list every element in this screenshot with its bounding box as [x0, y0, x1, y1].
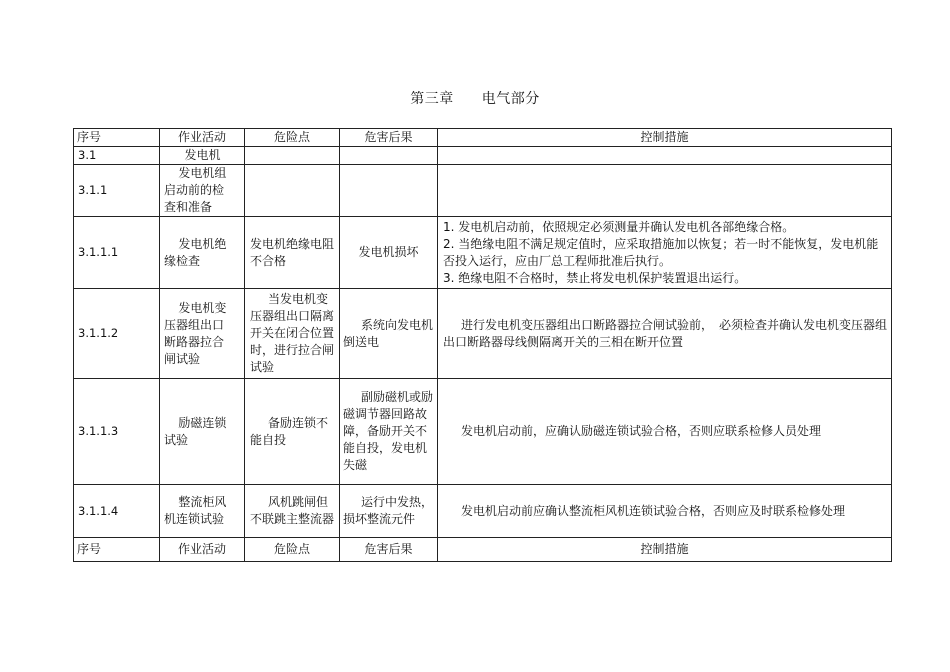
row-activity: 励磁连锁试验: [160, 379, 245, 485]
row-hazard: 当发电机变压器组出口隔离开关在闭合位置时，进行拉合闸试验: [245, 289, 340, 379]
row-measures: [438, 217, 892, 289]
row-hazard: [245, 165, 340, 217]
measure-line: 3. 绝缘电阻不合格时，禁止将发电机保护装置退出运行。: [443, 270, 747, 285]
row-hazard: 备励连锁不能自投: [245, 379, 340, 485]
header-num: 序号: [74, 129, 160, 147]
row-activity: 发电机组启动前的检查和准备: [160, 165, 245, 217]
row-consequence: [340, 165, 438, 217]
row-num: 3.1.1.4: [74, 485, 160, 538]
row-activity: 发电机: [160, 147, 245, 165]
table-row: [74, 485, 892, 538]
row-consequence: 系统向发电机倒送电: [340, 289, 438, 379]
row-consequence: 运行中发热，损坏整流元件: [340, 485, 438, 538]
header-consequence: 危害后果: [340, 129, 438, 147]
header-measures: 控制措施: [438, 129, 892, 147]
row-consequence: 发电机损坏: [340, 217, 438, 289]
table-footer-row: [74, 538, 892, 562]
row-hazard: 发电机绝缘电阻不合格: [245, 217, 340, 289]
footer-consequence: 危害后果: [340, 538, 438, 562]
table-row: [74, 147, 892, 165]
row-num: 3.1: [74, 147, 160, 165]
row-consequence: 副励磁机或励磁调节器回路故障，备励开关不能自投，发电机失磁: [340, 379, 438, 485]
row-measures: [438, 165, 892, 217]
table-row: [74, 289, 892, 379]
row-num: 3.1.1.2: [74, 289, 160, 379]
row-num: 3.1.1: [74, 165, 160, 217]
row-measures: 发电机启动前，应确认励磁连锁试验合格，否则应联系检修人员处理: [438, 379, 892, 485]
header-hazard: 危险点: [245, 129, 340, 147]
header-activity: 作业活动: [160, 129, 245, 147]
row-hazard: 风机跳闸但不联跳主整流器: [245, 485, 340, 538]
table-row: [74, 379, 892, 485]
row-measures: [438, 147, 892, 165]
risk-control-table: [73, 128, 892, 562]
footer-measures: 控制措施: [438, 538, 892, 562]
measure-line: 1. 发电机启动前，依照规定必须测量并确认发电机各部绝缘合格。: [443, 219, 795, 234]
row-measures: 进行发电机变压器组出口断路器拉合闸试验前， 必须检查并确认发电机变压器组出口断路器母线侧隔离开关的三相在断开位置: [438, 289, 892, 379]
footer-hazard: 危险点: [245, 538, 340, 562]
row-num: 3.1.1.1: [74, 217, 160, 289]
row-activity: 发电机变压器组出口断路器拉合闸试验: [160, 289, 245, 379]
section-label: 电气部分: [481, 91, 540, 107]
row-activity: 整流柜风机连锁试验: [160, 485, 245, 538]
footer-activity: 作业活动: [160, 538, 245, 562]
table-row: [74, 217, 892, 289]
table-header-row: [74, 129, 892, 147]
measure-line: 2. 当绝缘电阻不满足规定值时，应采取措施加以恢复；若一时不能恢复，发电机能否投入运行，应由厂总工程师批准后执行。: [443, 236, 879, 268]
chapter-label: 第三章: [410, 91, 454, 107]
table-row: [74, 165, 892, 217]
row-activity: 发电机绝缘检查: [160, 217, 245, 289]
row-consequence: [340, 147, 438, 165]
footer-num: 序号: [74, 538, 160, 562]
row-num: 3.1.1.3: [74, 379, 160, 485]
row-measures: 发电机启动前应确认整流柜风机连锁试验合格，否则应及时联系检修处理: [438, 485, 892, 538]
page-title: [0, 88, 950, 108]
row-hazard: [245, 147, 340, 165]
